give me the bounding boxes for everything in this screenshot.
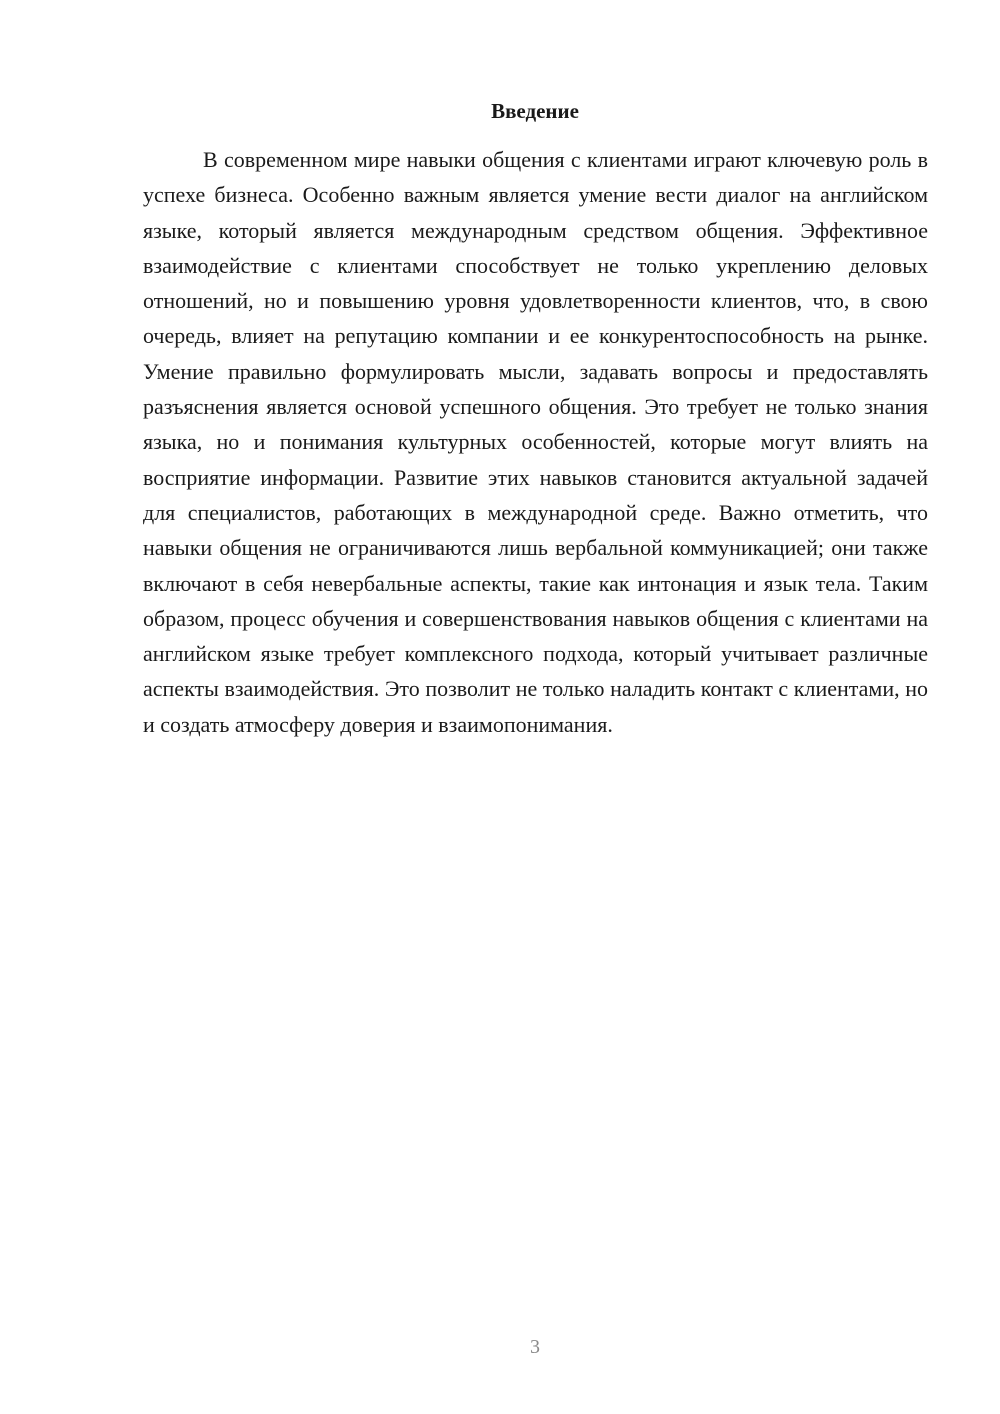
page-number: 3	[530, 1336, 540, 1358]
body-paragraph: В современном мире навыки общения с клиентами играют ключевую роль в успехе бизнеса. Особенно важным является умение вести диалог на английском языке, который является международным средством общения. Эффективное взаимодействие с клиентами способствует не только укреплению деловых отношений, но и повышению уровня удовлетворенности клиентов, что, в свою очередь, влияет на репутацию компании и ее конкурентоспособность на рынке. Умение правильно формулировать мысли, задавать вопросы и предоставлять разъяснения является основой успешного общения. Это требует не только знания языка, но и понимания культурных особенностей, которые могут влиять на восприятие информации. Развитие этих навыков становится актуальной задачей для специалистов, работающих в международной среде. Важно отметить, что навыки общения не ограничиваются лишь вербальной коммуникацией; они также включают в себя невербальные аспекты, такие как интонация и язык тела. Таким образом, процесс обучения и совершенствования навыков общения с клиентами на английском языке требует комплексного подхода, который учитывает различные аспекты взаимодействия. Это позволит не только наладить контакт с клиентами, но и создать атмосферу доверия и взаимопонимания.	[143, 147, 928, 737]
section-heading: Введение	[491, 99, 579, 123]
